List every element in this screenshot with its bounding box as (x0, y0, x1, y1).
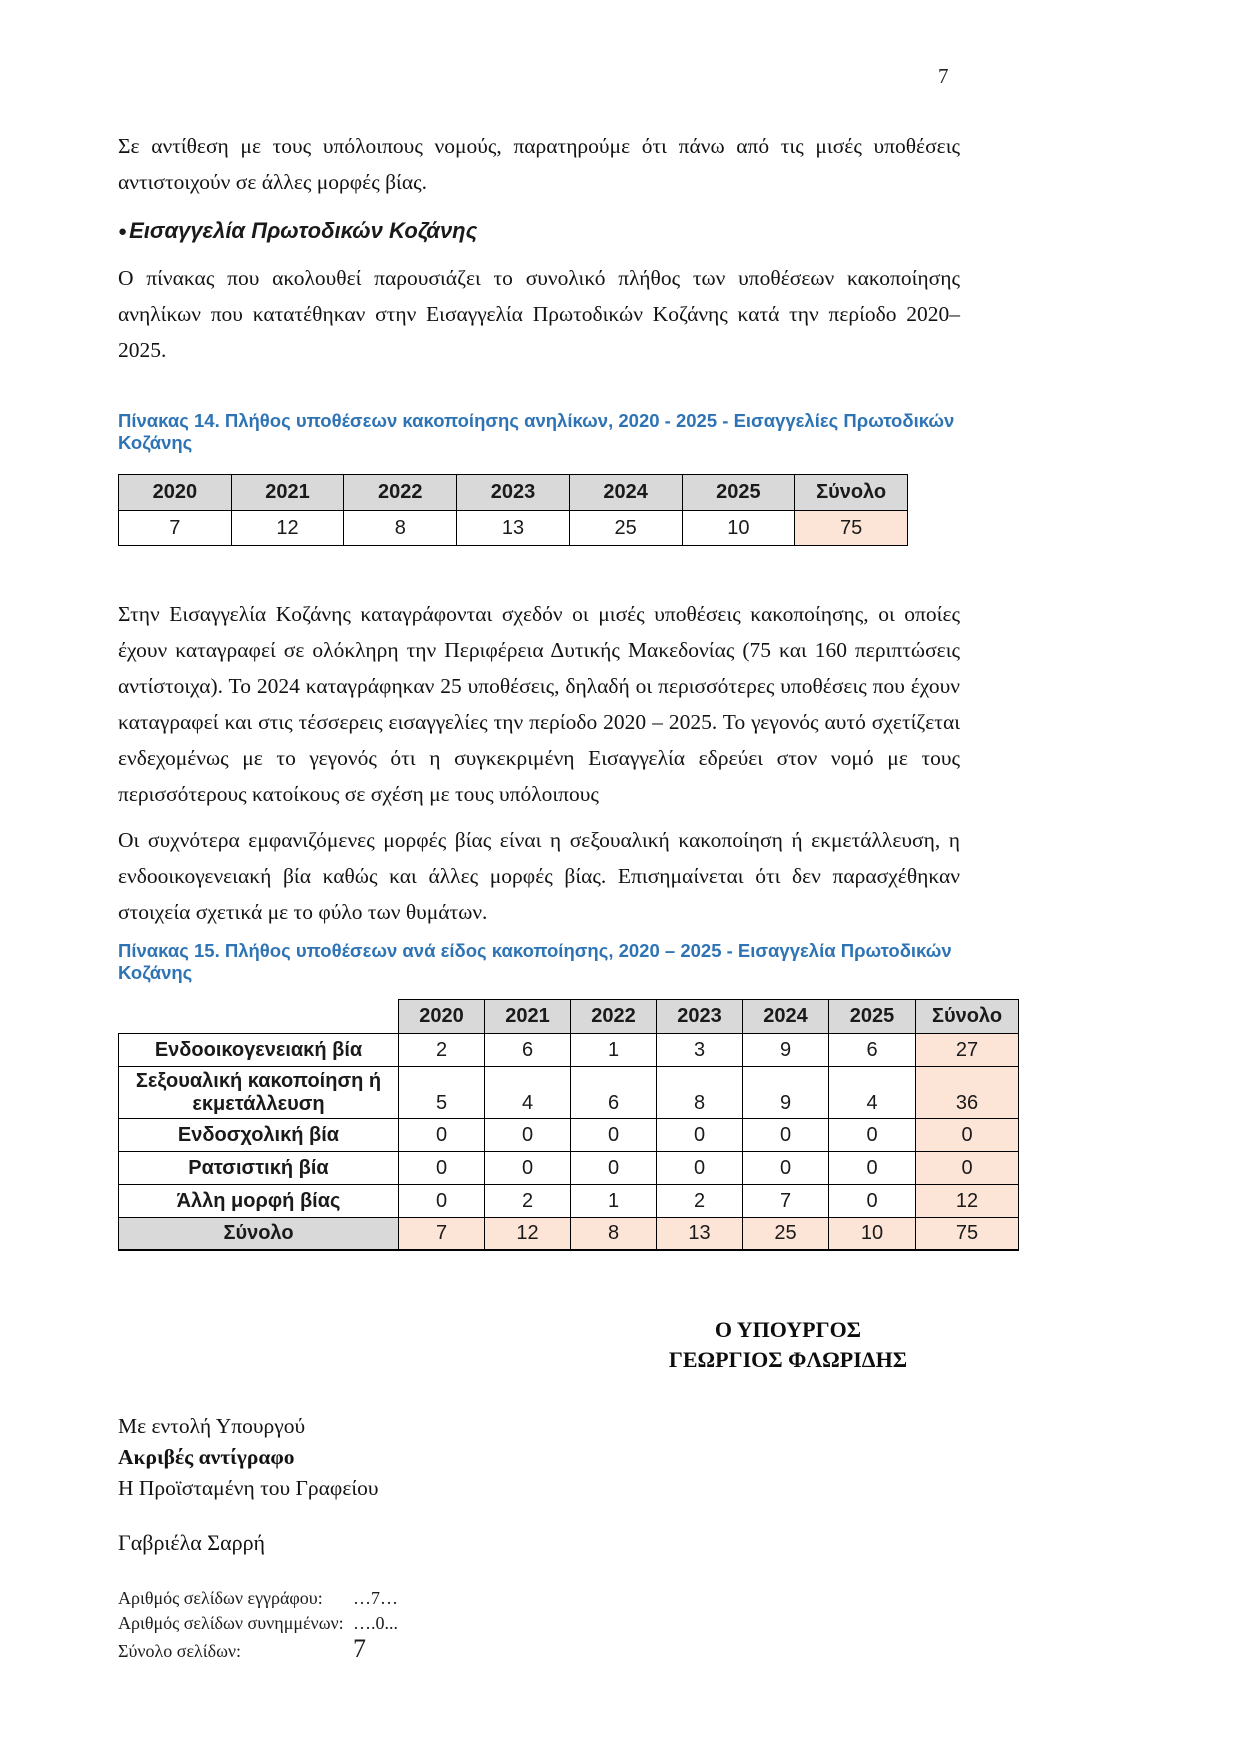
bullet-icon: ● (118, 222, 128, 240)
table15-header-row (119, 1000, 1019, 1034)
signatory-name: Γαβριέλα Σαρρή (118, 1529, 266, 1555)
cell: 0 (571, 1152, 657, 1185)
paragraph-table14-intro: Ο πίνακας που ακολουθεί παρουσιάζει το συνολικό πλήθος των υποθέσεων κακοποίησης ανηλίκων που κατατέθηκαν στην Εισαγγελία Πρωτοδικών Κοζάνης κατά την περίοδο 2020–2025. (118, 266, 960, 362)
cell: 5 (399, 1067, 485, 1119)
cell: 4 (829, 1067, 916, 1119)
table15-col-2021: 2021 (485, 1000, 571, 1034)
attachment-pages-line (118, 1611, 960, 1636)
row-label: Άλλη μορφή βίας (119, 1185, 399, 1218)
total-cell: 27 (916, 1034, 1019, 1067)
cell: 0 (571, 1119, 657, 1152)
total-cell: 36 (916, 1067, 1019, 1119)
minister-title: Ο ΥΠΟΥΡΓΟΣ (714, 1316, 862, 1342)
head-of-office-line: Η Προϊσταμένη του Γραφείου (118, 1475, 379, 1500)
total-cell: 8 (571, 1218, 657, 1250)
total-cell: 13 (657, 1218, 743, 1250)
bullet-heading-label: Εισαγγελία Πρωτοδικών Κοζάνης (129, 218, 478, 243)
grand-total-cell: 75 (916, 1218, 1019, 1250)
table15-col-2024: 2024 (743, 1000, 829, 1034)
cell: 0 (829, 1185, 916, 1218)
true-copy-line: Ακριβές αντίγραφο (118, 1444, 295, 1469)
minister-name: ΓΕΩΡΓΙΟΣ ΦΛΩΡΙΔΗΣ (668, 1346, 908, 1372)
cell: 6 (571, 1067, 657, 1119)
table14-col-2022: 2022 (344, 475, 457, 511)
total-cell: 0 (916, 1119, 1019, 1152)
table14-col-2024: 2024 (569, 475, 682, 511)
table15-row-domestic (119, 1034, 1019, 1067)
table15-row-total (119, 1218, 1019, 1250)
row-label: Ενδοσχολική βία (119, 1119, 399, 1152)
attachment-pages-label: Αριθμός σελίδων συνημμένων: (118, 1612, 344, 1633)
table14-col-total: Σύνολο (795, 475, 908, 511)
cell: 0 (743, 1152, 829, 1185)
table15-col-2020: 2020 (399, 1000, 485, 1034)
table15-row-racist (119, 1152, 1019, 1185)
table14-col-2025: 2025 (682, 475, 795, 511)
cell: 2 (485, 1185, 571, 1218)
cell: 0 (399, 1119, 485, 1152)
document-body (118, 0, 1003, 1664)
table15-col-2023: 2023 (657, 1000, 743, 1034)
cell: 9 (743, 1034, 829, 1067)
total-cell: 10 (829, 1218, 916, 1250)
table15-col-total: Σύνολο (916, 1000, 1019, 1034)
doc-pages-value: …7… (353, 1587, 398, 1608)
cell: 0 (829, 1152, 916, 1185)
total-cell: 12 (916, 1185, 1019, 1218)
minister-signature-block (578, 1315, 998, 1375)
cell: 4 (485, 1067, 571, 1119)
total-cell: 25 (743, 1218, 829, 1250)
page-count-block (118, 1586, 960, 1664)
total-pages-value: 7 (353, 1633, 366, 1663)
table14-cell: 25 (569, 511, 682, 546)
doc-pages-line (118, 1586, 960, 1611)
table15-col-2022: 2022 (571, 1000, 657, 1034)
cell: 7 (743, 1185, 829, 1218)
cell: 0 (485, 1119, 571, 1152)
closing-block (118, 1411, 960, 1504)
table15-row-sexual (119, 1067, 1019, 1119)
table15-row-other (119, 1185, 1019, 1218)
cell: 0 (399, 1152, 485, 1185)
cell: 0 (657, 1152, 743, 1185)
row-label: Ενδοοικογενειακή βία (119, 1034, 399, 1067)
row-label: Σεξουαλική κακοποίηση ή εκμετάλλευση (119, 1067, 399, 1119)
table15 (118, 999, 1019, 1251)
cell: 9 (743, 1067, 829, 1119)
table15-row-school (119, 1119, 1019, 1152)
table14-col-2020: 2020 (119, 475, 232, 511)
paragraph-intro: Σε αντίθεση με τους υπόλοιπους νομούς, παρατηρούμε ότι πάνω από τις μισές υποθέσεις αντιστοιχούν σε άλλες μορφές βίας. (118, 134, 960, 194)
bullet-heading (118, 218, 960, 244)
table15-col-2025: 2025 (829, 1000, 916, 1034)
cell: 0 (657, 1119, 743, 1152)
table14-cell: 13 (457, 511, 570, 546)
total-cell: 12 (485, 1218, 571, 1250)
cell: 0 (485, 1152, 571, 1185)
cell: 6 (829, 1034, 916, 1067)
cell: 0 (829, 1119, 916, 1152)
table14-data-row (119, 511, 908, 546)
table14-header-row (119, 475, 908, 511)
table14-cell: 10 (682, 511, 795, 546)
row-label: Ρατσιστική βία (119, 1152, 399, 1185)
cell: 1 (571, 1185, 657, 1218)
table14-total-cell: 75 (795, 511, 908, 546)
total-cell: 0 (916, 1152, 1019, 1185)
cell: 2 (399, 1034, 485, 1067)
paragraph-violence-forms: Οι συχνότερα εμφανιζόμενες μορφές βίας είναι η σεξουαλική κακοποίηση ή εκμετάλλευση, η ενδοοικογενειακή βία καθώς και άλλες μορφές βίας. Επισημαίνεται ότι δεν παρασχέθηκαν στοιχεία σχετικά με το φύλο των θυμάτων. (118, 828, 960, 924)
table14-caption: Πίνακας 14. Πλήθος υποθέσεων κακοποίησης ανηλίκων, 2020 - 2025 - Εισαγγελίες Πρωτοδικών Κοζάνης (118, 410, 955, 453)
cell: 6 (485, 1034, 571, 1067)
total-cell: 7 (399, 1218, 485, 1250)
attachment-pages-value: ….0... (353, 1612, 398, 1633)
table15-corner-cell (119, 1000, 399, 1034)
table15-caption: Πίνακας 15. Πλήθος υποθέσεων ανά είδος κακοποίησης, 2020 – 2025 - Εισαγγελία Πρωτοδικών Κοζάνης (118, 940, 952, 983)
cell: 1 (571, 1034, 657, 1067)
by-order-line: Με εντολή Υπουργού (118, 1413, 306, 1438)
table14-col-2023: 2023 (457, 475, 570, 511)
doc-pages-label: Αριθμός σελίδων εγγράφου: (118, 1587, 323, 1608)
cell: 0 (399, 1185, 485, 1218)
table14 (118, 474, 908, 546)
total-pages-line (118, 1633, 960, 1664)
table14-col-2021: 2021 (231, 475, 344, 511)
table14-cell: 12 (231, 511, 344, 546)
cell: 0 (743, 1119, 829, 1152)
page-number: 7 (938, 64, 949, 88)
total-pages-label: Σύνολο σελίδων: (118, 1640, 242, 1661)
total-row-label: Σύνολο (119, 1218, 399, 1250)
paragraph-analysis: Στην Εισαγγελία Κοζάνης καταγράφονται σχεδόν οι μισές υποθέσεις κακοποίησης, οι οποίες έχουν καταγραφεί σε ολόκληρη την Περιφέρεια Δυτικής Μακεδονίας (75 και 160 περιπτώσεις αντίστοιχα). Το 2024 καταγράφηκαν 25 υποθέσεις, δηλαδή οι περισσότερες υποθέσεις που έχουν καταγραφεί και στις τέσσερεις εισαγγελίες την περίοδο 2020 – 2025. Το γεγονός αυτό σχετίζεται ενδεχομένως με το γεγονός ότι η συγκεκριμένη Εισαγγελία εδρεύει στον νομό με τους περισσότερους κατοίκους σε σχέση με τους υπόλοιπους (118, 602, 960, 806)
cell: 3 (657, 1034, 743, 1067)
table14-cell: 8 (344, 511, 457, 546)
cell: 8 (657, 1067, 743, 1119)
table14-cell: 7 (119, 511, 232, 546)
cell: 2 (657, 1185, 743, 1218)
